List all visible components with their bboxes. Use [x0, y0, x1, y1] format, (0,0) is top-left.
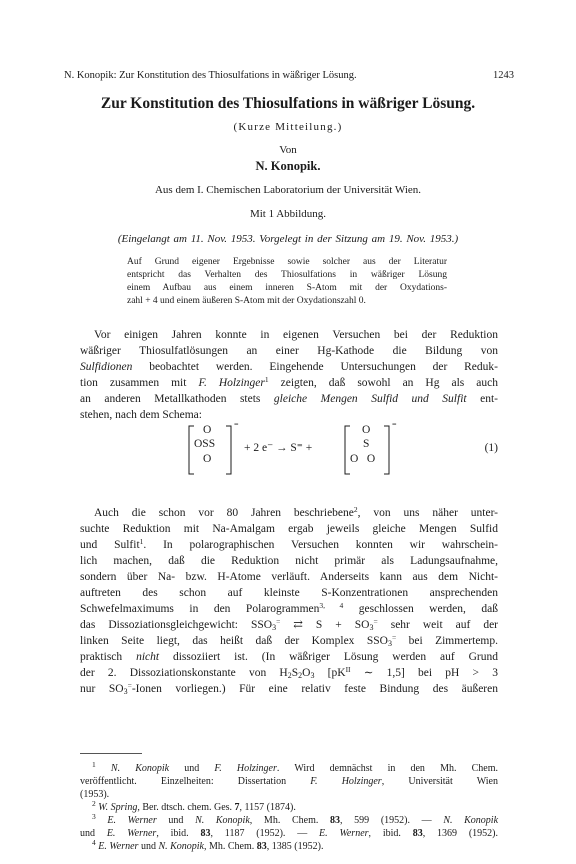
- footnote-1-cont: (1953).: [80, 789, 110, 800]
- text-run: nur SO: [80, 683, 124, 695]
- paragraph-2-line: [80, 681, 498, 697]
- volume: 7: [234, 802, 240, 813]
- text-run: O: [302, 667, 311, 679]
- text-run: . In polarographischen Versuchen konnten wir wahrschein-: [143, 539, 498, 551]
- text-run: -Ionen vorliegen.) Für eine relativ feste Bindung des äußeren: [131, 683, 498, 695]
- text-run: , Mh. Chem.: [204, 841, 257, 852]
- paragraph-2-line: [80, 505, 498, 521]
- subscript: 3: [123, 687, 128, 696]
- text-run: , 1187 (1952). —: [210, 828, 320, 839]
- figures-note: Mit 1 Abbildung.: [249, 208, 327, 220]
- text-run: veröffentlicht. Einzelheiten: Dissertation: [80, 776, 311, 787]
- text-run: , 1385 (1952).: [266, 841, 324, 852]
- formula-bottom-o: O: [203, 453, 212, 465]
- footnote-divider: [80, 753, 142, 754]
- author-name: N. Konopik.: [255, 159, 321, 173]
- subscript: 2: [298, 671, 303, 680]
- paragraph-1-line: [80, 391, 498, 407]
- text-run: , Universität Wien: [381, 776, 498, 787]
- footnote-1-cont: [80, 775, 498, 788]
- text-run: bei Zimmertemp.: [396, 635, 498, 647]
- paragraph-2-line: auftreten des schon auf kleinste S-Konzentrationen ansprechenden: [80, 587, 498, 599]
- volume: 83: [330, 815, 341, 826]
- text-run: , ibid.: [156, 828, 201, 839]
- footnote-ref: 1: [264, 375, 269, 384]
- volume: 83: [256, 841, 267, 852]
- superscript: II: [345, 665, 351, 674]
- paragraph-2-line: suchte Reduktion mit Na-Amalgam ergab jeweils gleiche Mengen Sulfid: [80, 523, 498, 535]
- right-bracket-open: [345, 426, 350, 474]
- subscript: 3: [387, 639, 392, 648]
- abstract-line: zahl + 4 und einem äußeren S-Atom mit der Oxydationszahl 0.: [127, 296, 366, 306]
- footnote-3: [80, 814, 498, 827]
- text-run: , von uns näher unter-: [357, 507, 498, 519]
- paragraph-1-line: [80, 359, 498, 375]
- text-run: zeigten, daß sowohl an Hg als auch: [268, 377, 498, 389]
- charge: =: [391, 633, 397, 642]
- text-run: sehr weit auf der: [377, 619, 499, 631]
- text-run: das Dissoziationsgleichgewicht: SSO: [80, 619, 273, 631]
- charge: =: [127, 681, 132, 690]
- equation-1: [188, 420, 508, 476]
- subscript: 3: [310, 671, 315, 680]
- left-bracket-open: [189, 426, 194, 474]
- equation-number: (1): [484, 442, 498, 454]
- emphasis: nicht: [136, 651, 160, 663]
- text-run: und: [138, 841, 159, 852]
- text-run: und Sulfit: [80, 539, 140, 551]
- author-ref: E. Werner: [319, 828, 369, 839]
- article-title: Zur Konstitution des Thiosulfations in wäßriger Lösung.: [100, 95, 476, 112]
- author-ref: E. Werner: [98, 841, 139, 852]
- formula-oss: OSS: [194, 438, 216, 450]
- text-run: praktisch: [80, 651, 137, 663]
- footnote-number: 3: [92, 812, 96, 821]
- subscript: 2: [287, 671, 292, 680]
- author-ref: N. Konopik: [443, 815, 499, 826]
- formula-charge: =: [234, 420, 239, 429]
- paragraph-2-line: sondern über Na- bzw. H-Atome verläuft. Anderseits kann aus dem Nicht-: [80, 571, 498, 583]
- author-ref: N. Konopik: [158, 841, 204, 852]
- paragraph-1-line: wäßriger Thiosulfatlösungen an einer Hg-Kathode die Bildung von: [80, 345, 498, 357]
- abstract-line: entspricht das Verhalten des Thiosulfations in wäßriger Lösung: [127, 270, 447, 280]
- footnote-number: 1: [92, 760, 96, 769]
- footnote-number: 2: [92, 799, 96, 808]
- formula-brackets: [188, 424, 508, 476]
- text-run: , 1369 (1952).: [422, 828, 498, 839]
- text-run: ent-: [466, 393, 498, 405]
- abstract-line: Auf Grund eigener Ergebnisse sowie solcher aus der Literatur: [127, 257, 447, 267]
- paragraph-1-line: [80, 375, 498, 391]
- charge: =: [373, 617, 378, 626]
- text-run: Schwefelmaximums in den Polarogrammen: [80, 603, 320, 615]
- footnote-ref: 2: [353, 505, 358, 514]
- text-run: , ibid.: [368, 828, 413, 839]
- text-run: linken Seite liegt, das heißt daß der Komplex SSO: [80, 635, 388, 647]
- subscript: 3: [272, 623, 277, 632]
- author-ref: F. Holzinger: [214, 763, 277, 774]
- text-run: der 2. Dissoziationskonstante von H: [80, 667, 288, 679]
- text-run: , Mh. Chem.: [249, 815, 331, 826]
- subscript: 3: [369, 623, 374, 632]
- text-run: und: [156, 815, 196, 826]
- author-ref: W. Spring: [98, 802, 138, 813]
- byline-von: Von: [279, 144, 297, 156]
- volume: 83: [412, 828, 423, 839]
- paragraph-2-line: [80, 537, 498, 553]
- author-ref: E. Werner: [107, 815, 157, 826]
- text-run: . Wird demnächst in den Mh. Chem.: [276, 763, 499, 774]
- formula-middle: + 2 e⁻ → S⁼ +: [244, 442, 313, 454]
- formula-top-o: O: [203, 424, 212, 436]
- running-head-text: N. Konopik: Zur Konstitution des Thiosulfations in wäßriger Lösung.: [64, 70, 357, 81]
- footnote-ref: 1: [139, 537, 144, 546]
- charge: =: [276, 617, 281, 626]
- author-ref: F. Holzinger: [310, 776, 382, 787]
- paragraph-2-line: [80, 665, 498, 681]
- author-ref: F. Holzinger: [198, 377, 265, 389]
- author-ref: E. Werner: [106, 828, 157, 839]
- text-run: und: [80, 828, 107, 839]
- received-date: (Eingelangt am 11. Nov. 1953. Vorgelegt in der Sitzung am 19. Nov. 1953.): [117, 233, 459, 245]
- article-subtitle: (Kurze Mitteilung.): [233, 121, 343, 133]
- paragraph-2-line: [80, 633, 498, 649]
- paragraph-2-line: [80, 601, 498, 617]
- text-run: beobachtet werden. Eingehende Untersuchungen der Reduk-: [132, 361, 498, 373]
- text-run: ⇄ S + SO: [280, 619, 370, 631]
- paragraph-1-line: stehen, nach dem Schema:: [80, 409, 202, 421]
- footnote-number: 4: [92, 838, 96, 847]
- footnotes: [80, 762, 498, 853]
- right-bracket-close: [384, 426, 389, 474]
- volume: 83: [200, 828, 211, 839]
- formula-right-s: S: [363, 438, 370, 450]
- abstract: [127, 256, 447, 308]
- left-bracket-close: [226, 426, 231, 474]
- affiliation: Aus dem I. Chemischen Laboratorium der Universität Wien.: [154, 184, 422, 196]
- footnote-4: [80, 840, 498, 853]
- emphasis: gleiche Mengen Sulfid und Sulfit: [273, 393, 467, 405]
- body-text: [80, 327, 498, 697]
- footnote-ref: 3, 4: [319, 601, 344, 610]
- text-run: ∼ 1,5] bei pH > 3: [350, 667, 498, 679]
- text-run: [96, 763, 111, 774]
- text-run: Auch die schon vor 80 Jahren beschriebene: [94, 507, 354, 519]
- author-ref: N. Konopik: [110, 763, 170, 774]
- formula-right-bottom: O O: [350, 453, 376, 465]
- text-run: tion zusammen mit: [80, 377, 199, 389]
- formula-right-top-o: O: [362, 424, 371, 436]
- text-run: , 599 (1952). —: [340, 815, 444, 826]
- paragraph-1-line: Vor einigen Jahren konnte in eigenen Versuchen bei der Reduktion: [94, 329, 498, 341]
- text-run: und: [169, 763, 215, 774]
- emphasis: Sulfidionen: [80, 361, 133, 373]
- paragraph-2-line: lich machen, daß die Reduktion nicht primär als Ladungsaufnahme,: [80, 555, 498, 567]
- text-run: geschlossen werden, daß: [343, 603, 499, 615]
- footnote-3-cont: [80, 827, 498, 840]
- footnote-1: [80, 762, 498, 775]
- page-number: 1243: [493, 70, 514, 81]
- paragraph-2-line: [80, 617, 498, 633]
- text-run: , Ber. dtsch. chem. Ges.: [137, 802, 235, 813]
- paragraph-2-line: [80, 649, 498, 665]
- text-run: [pK: [314, 667, 346, 679]
- running-head: [64, 70, 514, 81]
- text-run: , 1157 (1874).: [239, 802, 296, 813]
- text-run: S: [291, 667, 299, 679]
- abstract-line: einem Aufbau aus einem inneren S-Atom mit der Oxydations-: [127, 283, 447, 293]
- formula-right-charge: =: [392, 420, 397, 429]
- author-ref: N. Konopik: [195, 815, 250, 826]
- text-run: dissoziiert ist. (In wäßriger Lösung werden auf Grund: [159, 651, 498, 663]
- text-run: an anderen Metallkathoden stets: [80, 393, 274, 405]
- footnote-2: [80, 801, 498, 814]
